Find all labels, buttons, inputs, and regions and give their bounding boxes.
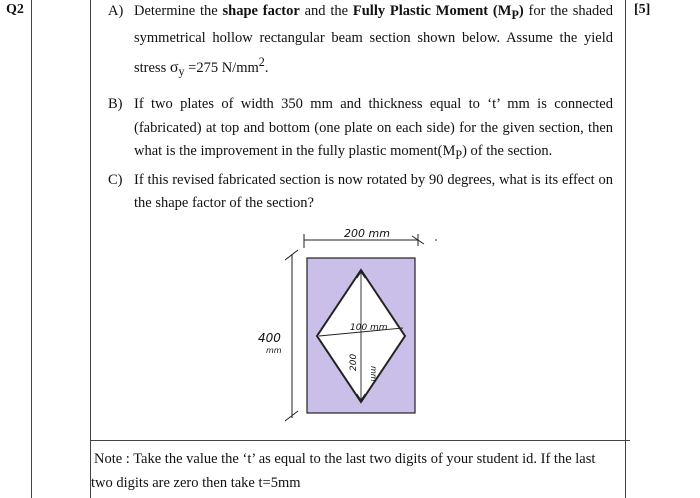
width-label: 200 mm	[344, 227, 390, 240]
part-c-line-1: If this revised fabricated section is now rotated by 90 degrees, what is its effect on	[134, 171, 613, 188]
height-label-bottom: mm	[266, 346, 282, 355]
shape-factor-term: shape factor	[222, 3, 300, 19]
plastic-moment-subscript: P	[455, 148, 463, 162]
part-b-label: B)	[108, 96, 123, 113]
part-a-text: for the shaded	[523, 3, 613, 19]
question-marks: [5]	[634, 2, 651, 17]
part-a-label: A)	[108, 3, 124, 19]
yield-stress-value: =275 N/mm	[184, 59, 259, 76]
yield-stress-text: stress	[134, 59, 170, 76]
question-number: Q2	[6, 2, 24, 17]
unit-superscript: 2	[258, 54, 265, 69]
part-a-line-2: symmetrical hollow rectangular beam section shown below. Assume the yield	[134, 30, 613, 47]
part-b-text: ) of the section.	[462, 143, 553, 160]
note-separator	[90, 440, 630, 441]
left-border	[31, 0, 32, 498]
width-dot	[435, 239, 437, 241]
part-b-line-1: If two plates of width 350 mm and thickness equal to ‘t’ mm is connected	[134, 96, 613, 113]
note-line-1: Note : Take the value the ‘t’ as equal to the last two digits of your student id. If the last	[94, 451, 596, 467]
diamond-height-unit: mm	[369, 366, 378, 382]
plastic-moment-close: )	[518, 3, 524, 19]
part-c-line-2: the shape factor of the section?	[134, 195, 314, 211]
plastic-moment-subscript: P	[511, 7, 519, 22]
part-b	[108, 93, 613, 167]
period: .	[264, 59, 269, 76]
part-c-label: C)	[108, 171, 123, 188]
part-a-line-1	[134, 0, 613, 27]
sigma-subscript: y	[178, 64, 185, 79]
part-a-text: Determine the	[134, 3, 223, 19]
part-b-line-3	[134, 140, 613, 167]
margin-line	[90, 0, 91, 498]
part-c	[108, 169, 613, 216]
right-border	[625, 0, 626, 498]
part-b-text: what is the improvement in the fully plastic moment(M	[134, 143, 456, 160]
plastic-moment-text: Fully Plastic Moment (M	[352, 3, 512, 19]
plastic-moment-term	[352, 3, 524, 22]
part-a-text: and the	[299, 3, 353, 19]
beam-section-figure	[240, 218, 460, 428]
part-a-line-3	[134, 51, 613, 84]
note-line-2: two digits are zero then take t=5mm	[91, 475, 301, 491]
sigma-symbol: σ	[169, 58, 179, 76]
part-a	[108, 0, 613, 84]
diamond-width-label: 100 mm	[350, 323, 388, 333]
part-b-line-2: (fabricated) at top and bottom (one plate on each side) for the given section, then	[134, 119, 613, 136]
diamond-height-number: 200	[349, 353, 359, 371]
height-label-top: 400	[258, 331, 281, 345]
question-content	[108, 0, 613, 216]
